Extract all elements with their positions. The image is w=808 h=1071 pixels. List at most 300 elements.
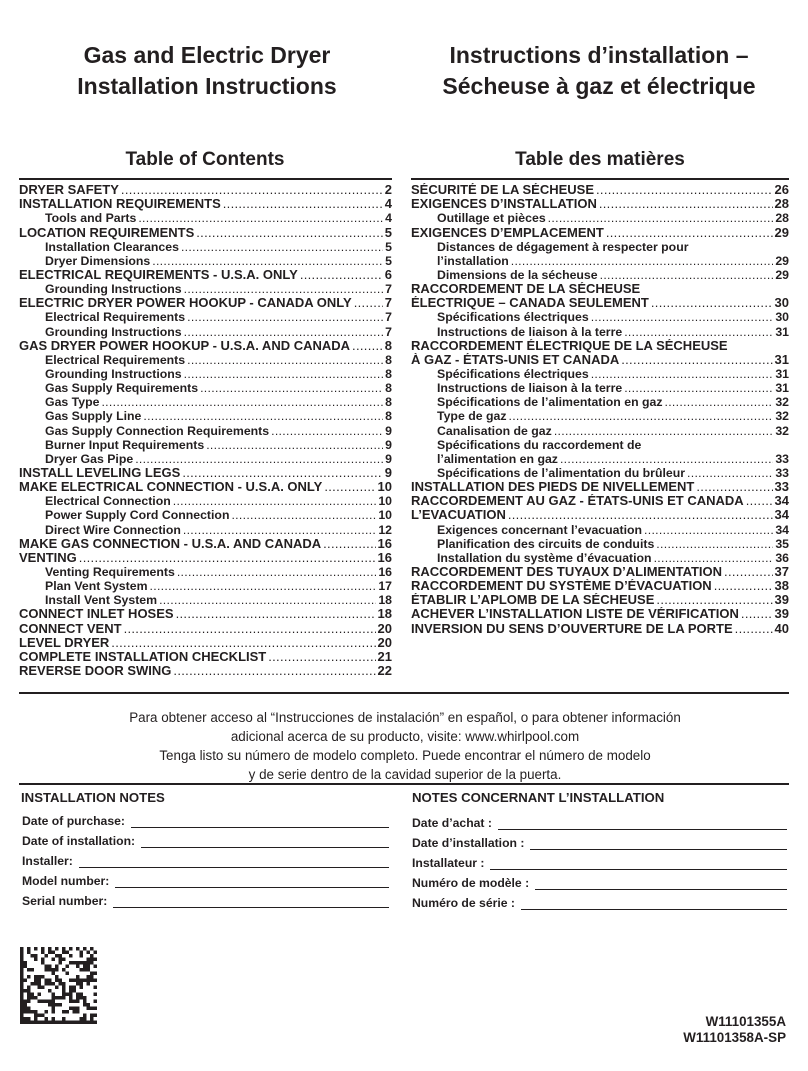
toc-leader-dots: [184, 282, 384, 296]
toc-entry[interactable]: [411, 438, 789, 452]
toc-entry-page: 34: [774, 494, 789, 509]
toc-entry-label: Exigences concernant l’evacuation: [437, 522, 643, 537]
date-of-installation-label: Date of installation:: [22, 834, 136, 848]
toc-heading-english: Table of Contents: [125, 149, 285, 170]
date-achat-field[interactable]: [412, 814, 787, 830]
toc-leader-dots: [696, 480, 772, 494]
toc-leader-dots: [79, 551, 376, 565]
toc-entry[interactable]: [19, 522, 392, 536]
toc-entry-label: L’EVACUATION: [411, 508, 506, 523]
toc-entry[interactable]: [411, 268, 789, 282]
toc-entry-label: ACHEVER L’INSTALLATION LISTE DE VÉRIFICATION: [411, 607, 739, 622]
date-of-purchase-label: Date of purchase:: [22, 814, 125, 828]
toc-entry-label: EXIGENCES D’EMPLACEMENT: [411, 225, 604, 240]
toc-entry[interactable]: [411, 197, 789, 211]
toc-leader-dots: [143, 409, 383, 423]
datamatrix-barcode-icon: [20, 947, 97, 1024]
toc-entry[interactable]: [411, 452, 789, 466]
model-number-line[interactable]: [115, 875, 389, 888]
toc-entry[interactable]: [411, 296, 789, 310]
toc-entry-label: EXIGENCES D’INSTALLATION: [411, 197, 597, 212]
toc-entry-label: Electrical Connection: [45, 494, 171, 509]
toc-entry-label: MAKE ELECTRICAL CONNECTION - U.S.A. ONLY: [19, 479, 323, 495]
toc-entry-page: 31: [775, 366, 789, 381]
toc-entry-label: Spécifications de l’alimentation en gaz: [437, 395, 663, 410]
toc-leader-dots: [124, 622, 376, 636]
spanish-info-note: [60, 708, 750, 784]
toc-entry-label: INSTALL LEVELING LEGS: [19, 465, 181, 480]
toc-leader-dots: [138, 211, 383, 225]
toc-entry-page: 10: [378, 508, 392, 523]
title-french-line-2: Sécheuse à gaz et électrique: [442, 73, 756, 99]
toc-entry-label: Install Vent System: [45, 593, 158, 608]
toc-entry[interactable]: [411, 537, 789, 551]
toc-entry[interactable]: [411, 395, 789, 409]
toc-entry[interactable]: [19, 607, 392, 621]
toc-entry-page: 29: [775, 267, 789, 282]
toc-leader-dots: [159, 593, 376, 607]
toc-entry[interactable]: [19, 197, 392, 211]
toc-leader-dots: [624, 325, 773, 339]
toc-entry-label: RACCORDEMENT DU SYSTÈME D’ÉVACUATION: [411, 578, 712, 594]
toc-entry[interactable]: [411, 466, 789, 480]
toc-entry-page: 38: [774, 578, 789, 594]
toc-entry-page: 8: [385, 409, 392, 424]
toc-leader-dots: [591, 310, 774, 324]
toc-entry-page: 7: [385, 310, 392, 325]
toc-entry-page: 8: [385, 352, 392, 367]
toc-entry[interactable]: [411, 607, 789, 621]
toc-entry-label: Gas Supply Requirements: [45, 381, 199, 396]
toc-entry-label: ELECTRICAL REQUIREMENTS - U.S.A. ONLY: [19, 267, 298, 282]
toc-entry-page: 18: [377, 607, 392, 622]
toc-entry-page: 33: [774, 479, 789, 495]
toc-entry-label: ÉTABLIR L’APLOMB DE LA SÉCHEUSE: [411, 593, 655, 608]
toc-entry[interactable]: [19, 310, 392, 324]
toc-entry-label: Gas Type: [45, 395, 100, 410]
toc-entry-label: Electrical Requirements: [45, 310, 186, 325]
toc-entry-page: 30: [774, 296, 789, 311]
numero-modele-label: Numéro de modèle :: [412, 876, 530, 890]
installer-label: Installer:: [22, 854, 73, 868]
toc-entry-page: 20: [377, 621, 392, 636]
toc-entry-page: 20: [377, 635, 392, 650]
spanish-info-line: Para obtener acceso al “Instrucciones de instalación” en español, o para obtener información: [129, 710, 681, 725]
toc-entry-page: 21: [377, 649, 392, 664]
toc-leader-dots: [741, 607, 773, 621]
installateur-field[interactable]: [412, 854, 787, 870]
date-achat-label: Date d’achat :: [412, 816, 492, 830]
toc-entry-page: 12: [378, 522, 392, 537]
toc-entry-page: 37: [774, 564, 789, 579]
installateur-line[interactable]: [490, 857, 787, 870]
part-numbers: [683, 1014, 786, 1046]
toc-entry-page: 33: [775, 465, 789, 480]
toc-entry[interactable]: [411, 211, 789, 225]
toc-entry-page: 16: [377, 536, 392, 551]
toc-leader-dots: [111, 636, 375, 650]
installation-notes-heading: INSTALLATION NOTES: [21, 790, 165, 805]
toc-entry[interactable]: [19, 353, 392, 367]
toc-leader-dots: [656, 537, 773, 551]
toc-leader-dots: [352, 339, 383, 353]
date-of-installation-line[interactable]: [141, 835, 389, 848]
toc-entry-label: VENTING: [19, 550, 77, 565]
toc-entry-label: Instructions de liaison à la terre: [437, 381, 623, 396]
toc-entry-label: Venting Requirements: [45, 564, 175, 579]
toc-entry[interactable]: [411, 579, 789, 593]
date-of-purchase-field[interactable]: [22, 812, 389, 828]
toc-entry-label: INSTALLATION REQUIREMENTS: [19, 197, 221, 212]
toc-leader-dots: [560, 452, 773, 466]
toc-entry-page: 26: [774, 183, 789, 198]
toc-leader-dots: [271, 424, 383, 438]
serial-number-field[interactable]: [22, 892, 389, 908]
toc-leader-dots: [511, 254, 774, 268]
toc-entry[interactable]: [19, 636, 392, 650]
toc-leader-dots: [644, 523, 773, 537]
toc-entry[interactable]: [411, 339, 789, 353]
toc-leader-dots: [183, 523, 376, 537]
toc-entry-label: Dryer Gas Pipe: [45, 451, 134, 466]
toc-entry-page: 10: [378, 494, 392, 509]
toc-leader-dots: [591, 367, 774, 381]
toc-entry[interactable]: [19, 395, 392, 409]
toc-entry-label: INSTALLATION DES PIEDS DE NIVELLEMENT: [411, 479, 695, 495]
toc-leader-dots: [724, 565, 772, 579]
toc-entry-label: REVERSE DOOR SWING: [19, 663, 172, 678]
toc-entry[interactable]: [19, 423, 392, 437]
toc-entry[interactable]: [411, 409, 789, 423]
toc-entry[interactable]: [411, 508, 789, 522]
toc-entry-label: Spécifications électriques: [437, 310, 589, 325]
spanish-info-line: y de serie dentro de la cavidad superior de la puerta.: [248, 767, 562, 782]
toc-entry-page: 5: [385, 239, 392, 254]
toc-entry-page: 10: [377, 479, 392, 495]
numero-modele-line[interactable]: [535, 877, 787, 890]
toc-entry-page: 17: [378, 579, 392, 594]
title-french: [410, 40, 788, 102]
toc-entry-page: 28: [775, 211, 789, 226]
numero-modele-field[interactable]: [412, 874, 787, 890]
toc-leader-dots: [184, 367, 384, 381]
toc-entry-label: Distances de dégagement à respecter pour: [437, 239, 689, 254]
toc-leader-dots: [621, 353, 772, 367]
toc-entry-label: Electrical Requirements: [45, 352, 186, 367]
toc-entry-page: 9: [385, 437, 392, 452]
toc-entry-page: 8: [385, 381, 392, 396]
model-number-label: Model number:: [22, 874, 110, 888]
toc-entry-page: 8: [385, 366, 392, 381]
toc-leader-dots: [121, 183, 383, 197]
toc-entry[interactable]: [19, 367, 392, 381]
toc-entry[interactable]: [411, 494, 789, 508]
toc-entry-label: Burner Input Requirements: [45, 437, 205, 452]
toc-leader-dots: [135, 452, 383, 466]
serial-number-line[interactable]: [113, 895, 389, 908]
toc-leader-dots: [300, 268, 383, 282]
toc-entry-page: 16: [378, 564, 392, 579]
toc-entry[interactable]: [411, 621, 789, 635]
installer-field[interactable]: [22, 852, 389, 868]
toc-entry-label: Gas Supply Connection Requirements: [45, 423, 270, 438]
toc-entry[interactable]: [411, 183, 789, 197]
toc-leader-dots: [200, 381, 383, 395]
toc-leader-dots: [223, 197, 383, 211]
toc-entry-label: Installation Clearances: [45, 239, 179, 254]
date-installation-field[interactable]: [412, 834, 787, 850]
numero-serie-line[interactable]: [521, 897, 787, 910]
toc-entry[interactable]: [19, 268, 392, 282]
toc-entry[interactable]: [19, 254, 392, 268]
title-english: [18, 40, 396, 102]
model-number-field[interactable]: [22, 872, 389, 888]
toc-leader-dots: [187, 310, 383, 324]
toc-entry-label: LEVEL DRYER: [19, 635, 110, 650]
toc-entry[interactable]: [19, 537, 392, 551]
toc-leader-dots: [152, 254, 383, 268]
toc-entry-label: Spécifications électriques: [437, 366, 589, 381]
toc-entry[interactable]: [19, 494, 392, 508]
toc-entry[interactable]: [19, 466, 392, 480]
toc-entry-label: Dryer Dimensions: [45, 253, 151, 268]
toc-entry-page: 30: [775, 310, 789, 325]
toc-entry-page: 34: [774, 508, 789, 523]
installation-notes-heading-french: NOTES CONCERNANT L’INSTALLATION: [412, 790, 665, 805]
toc-leader-dots: [181, 240, 383, 254]
spanish-info-line: adicional acerca de su producto, visite: www.whirlpool.com: [230, 729, 580, 744]
toc-entry[interactable]: [19, 183, 392, 197]
toc-entry-page: 8: [385, 395, 392, 410]
date-installation-label: Date d’installation :: [412, 836, 525, 850]
toc-entry-label: CONNECT VENT: [19, 621, 122, 636]
toc-entry[interactable]: [411, 551, 789, 565]
toc-entry-page: 31: [775, 324, 789, 339]
toc-entry-page: 8: [384, 338, 392, 353]
toc-entry[interactable]: [19, 282, 392, 296]
toc-entry[interactable]: [19, 211, 392, 225]
toc-entry[interactable]: [411, 367, 789, 381]
toc-leader-dots: [231, 508, 376, 522]
toc-leader-dots: [182, 466, 382, 480]
toc-list-french: [411, 183, 789, 636]
toc-entry[interactable]: [19, 324, 392, 338]
toc-entry-page: 39: [774, 607, 789, 622]
toc-entry-label: Instructions de liaison à la terre: [437, 324, 623, 339]
toc-entry-label: Tools and Parts: [45, 211, 137, 226]
toc-leader-dots: [654, 551, 774, 565]
toc-entry-page: 36: [775, 550, 789, 565]
toc-leader-dots: [508, 409, 773, 423]
installateur-label: Installateur :: [412, 856, 485, 870]
toc-rule-english: [19, 178, 392, 180]
toc-entry[interactable]: [411, 282, 789, 296]
toc-entry[interactable]: [19, 621, 392, 635]
toc-entry-page: 4: [384, 197, 392, 212]
toc-heading-french: Table des matières: [515, 149, 685, 170]
toc-entry-page: 5: [384, 225, 392, 240]
toc-entry-label: COMPLETE INSTALLATION CHECKLIST: [19, 649, 267, 664]
toc-entry[interactable]: [411, 254, 789, 268]
toc-entry[interactable]: [19, 296, 392, 310]
toc-entry[interactable]: [19, 593, 392, 607]
toc-entry[interactable]: [19, 664, 392, 678]
toc-entry-page: 18: [378, 593, 392, 608]
toc-leader-dots: [624, 381, 773, 395]
toc-entry-label: Power Supply Cord Connection: [45, 508, 230, 523]
toc-entry-page: 7: [385, 324, 392, 339]
title-english-line-2: Installation Instructions: [77, 73, 337, 99]
toc-entry[interactable]: [411, 310, 789, 324]
toc-entry-label: Plan Vent System: [45, 579, 148, 594]
toc-entry-page: 9: [385, 423, 392, 438]
toc-entry-page: 40: [774, 621, 789, 636]
toc-entry[interactable]: [19, 579, 392, 593]
toc-leader-dots: [184, 325, 384, 339]
toc-entry-label: Installation du système d’évacuation: [437, 550, 652, 565]
toc-leader-dots: [354, 296, 383, 310]
toc-entry[interactable]: [19, 551, 392, 565]
date-of-installation-field[interactable]: [22, 832, 389, 848]
toc-entry-label: Canalisation de gaz: [437, 423, 552, 438]
toc-leader-dots: [735, 622, 773, 636]
toc-entry-label: DRYER SAFETY: [19, 183, 119, 198]
toc-leader-dots: [101, 395, 383, 409]
toc-entry[interactable]: [19, 339, 392, 353]
spanish-info-line: Tenga listo su número de modelo completo. Puede encontrar el número de modelo: [159, 748, 651, 763]
toc-entry-page: 5: [385, 253, 392, 268]
toc-entry-page: 2: [384, 183, 392, 198]
toc-entry-page: 34: [775, 522, 789, 537]
toc-entry-label: l’alimentation en gaz: [437, 451, 558, 466]
toc-entry-label: INVERSION DU SENS D’OUVERTURE DE LA PORTE: [411, 621, 733, 636]
toc-entry-page: 32: [775, 423, 789, 438]
toc-leader-dots: [324, 480, 375, 494]
toc-entry[interactable]: [411, 353, 789, 367]
date-of-purchase-line[interactable]: [131, 815, 389, 828]
numero-serie-field[interactable]: [412, 894, 787, 910]
toc-entry-label: MAKE GAS CONNECTION - U.S.A. AND CANADA: [19, 536, 322, 551]
toc-leader-dots: [746, 494, 773, 508]
toc-entry[interactable]: [411, 225, 789, 239]
toc-leader-dots: [548, 211, 774, 225]
toc-entry[interactable]: [411, 480, 789, 494]
toc-entry-label: Grounding Instructions: [45, 324, 182, 339]
toc-entry[interactable]: [411, 381, 789, 395]
toc-entry-page: 28: [774, 197, 789, 212]
toc-entry-label: Planification des circuits de conduits: [437, 536, 655, 551]
installer-line[interactable]: [79, 855, 389, 868]
toc-entry[interactable]: [19, 409, 392, 423]
toc-entry-label: GAS DRYER POWER HOOKUP - U.S.A. AND CANADA: [19, 338, 351, 353]
toc-entry[interactable]: [411, 522, 789, 536]
section-divider-top: [19, 692, 789, 694]
toc-entry[interactable]: [19, 438, 392, 452]
toc-entry[interactable]: [411, 593, 789, 607]
toc-entry-page: 29: [774, 225, 789, 240]
toc-leader-dots: [323, 537, 375, 551]
toc-entry[interactable]: [411, 240, 789, 254]
toc-entry-page: 4: [385, 211, 392, 226]
toc-leader-dots: [177, 565, 376, 579]
toc-entry-label: Dimensions de la sécheuse: [437, 267, 598, 282]
toc-entry-label: Type de gaz: [437, 409, 507, 424]
toc-entry-page: 7: [385, 282, 392, 297]
toc-entry-page: 9: [384, 465, 392, 480]
toc-leader-dots: [665, 395, 774, 409]
serial-number-label: Serial number:: [22, 894, 108, 908]
part-number-secondary: W11101358A-SP: [683, 1030, 786, 1045]
toc-entry-page: 29: [775, 253, 789, 268]
toc-entry[interactable]: [19, 381, 392, 395]
toc-entry[interactable]: [411, 324, 789, 338]
toc-rule-french: [411, 178, 789, 180]
toc-leader-dots: [554, 424, 774, 438]
toc-leader-dots: [714, 579, 773, 593]
toc-entry[interactable]: [19, 240, 392, 254]
toc-entry-label: Spécifications du raccordement de: [437, 437, 642, 452]
toc-leader-dots: [173, 664, 375, 678]
toc-entry[interactable]: [19, 225, 392, 239]
toc-entry-page: 33: [775, 451, 789, 466]
toc-leader-dots: [268, 650, 375, 664]
toc-entry-label: RACCORDEMENT AU GAZ - ÉTATS-UNIS ET CANADA: [411, 494, 744, 509]
toc-entry-label: ÉLECTRIQUE – CANADA SEULEMENT: [411, 296, 649, 311]
toc-entry-page: 6: [384, 267, 392, 282]
toc-entry[interactable]: [19, 565, 392, 579]
toc-entry-page: 16: [377, 550, 392, 565]
toc-entry-label: Grounding Instructions: [45, 366, 182, 381]
toc-leader-dots: [687, 466, 773, 480]
toc-entry-label: l’installation: [437, 253, 509, 268]
toc-leader-dots: [600, 268, 774, 282]
toc-leader-dots: [508, 508, 773, 522]
part-number-primary: W11101355A: [705, 1014, 786, 1029]
toc-leader-dots: [173, 494, 377, 508]
date-installation-line[interactable]: [530, 837, 787, 850]
toc-entry-label: Direct Wire Connection: [45, 522, 181, 537]
toc-leader-dots: [656, 593, 772, 607]
toc-entry[interactable]: [411, 565, 789, 579]
toc-entry-label: ELECTRIC DRYER POWER HOOKUP - CANADA ONLY: [19, 296, 352, 311]
toc-entry-label: RACCORDEMENT ÉLECTRIQUE DE LA SÉCHEUSE: [411, 338, 728, 353]
toc-entry-label: RACCORDEMENT DES TUYAUX D’ALIMENTATION: [411, 564, 723, 579]
toc-entry-label: RACCORDEMENT DE LA SÉCHEUSE: [411, 281, 641, 297]
section-divider-bottom: [19, 783, 789, 785]
title-french-line-1: Instructions d’installation –: [449, 42, 749, 68]
toc-entry[interactable]: [19, 650, 392, 664]
date-achat-line[interactable]: [498, 817, 787, 830]
toc-leader-dots: [596, 183, 773, 197]
toc-entry-label: SÉCURITÉ DE LA SÉCHEUSE: [411, 183, 594, 198]
toc-entry[interactable]: [411, 423, 789, 437]
toc-entry-page: 22: [377, 663, 392, 678]
toc-entry[interactable]: [19, 508, 392, 522]
toc-leader-dots: [599, 197, 773, 211]
toc-leader-dots: [187, 353, 383, 367]
toc-entry[interactable]: [19, 480, 392, 494]
toc-entry-page: 35: [775, 536, 789, 551]
toc-entry-page: 39: [774, 593, 789, 608]
toc-entry-page: 32: [775, 409, 789, 424]
toc-entry-page: 32: [775, 395, 789, 410]
toc-entry[interactable]: [19, 452, 392, 466]
toc-entry-page: 31: [774, 352, 789, 367]
toc-entry-label: CONNECT INLET HOSES: [19, 607, 174, 622]
toc-leader-dots: [651, 296, 773, 310]
title-english-line-1: Gas and Electric Dryer: [83, 42, 331, 68]
toc-leader-dots: [150, 579, 377, 593]
